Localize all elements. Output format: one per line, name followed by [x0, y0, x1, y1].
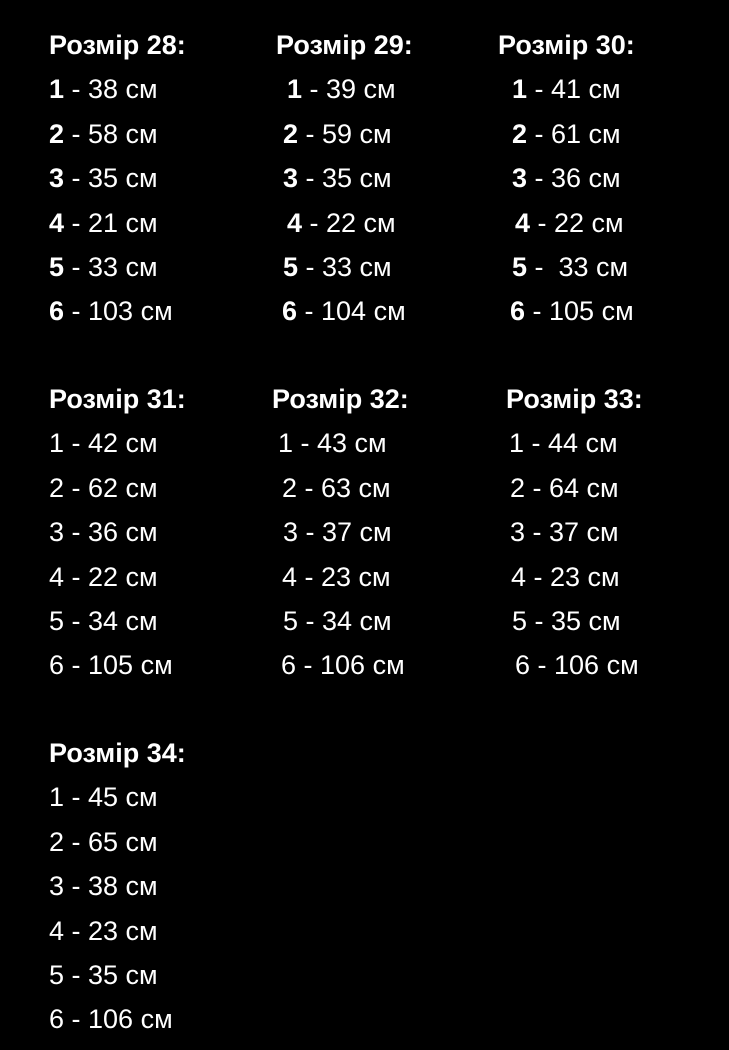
measurement-value: - 39 см — [302, 74, 396, 105]
measurement-number: 3 — [512, 163, 528, 194]
measurement-number: 2 — [512, 118, 528, 149]
measurement-number: 6 — [282, 296, 298, 327]
measurement-row — [498, 252, 635, 282]
measurement-number: 1 — [278, 428, 294, 459]
measurement-number: 4 — [49, 915, 65, 946]
measurement-number: 2 — [49, 118, 65, 149]
size-block-28 — [49, 30, 186, 341]
measurement-row — [272, 428, 409, 458]
measurement-row — [49, 782, 186, 812]
measurement-row — [49, 916, 186, 946]
measurement-number: 3 — [49, 871, 65, 902]
measurement-number: 1 — [509, 428, 525, 459]
measurement-number: 3 — [510, 517, 526, 548]
measurement-value: - 64 см — [525, 472, 619, 503]
measurement-row — [49, 296, 186, 326]
measurement-value: - 22 см — [302, 207, 396, 238]
measurement-row — [506, 606, 643, 636]
measurement-row — [272, 517, 409, 547]
size-title: Розмір 29: — [276, 30, 413, 60]
measurement-row — [49, 119, 186, 149]
measurement-number: 1 — [49, 74, 65, 105]
measurement-number: 6 — [515, 650, 531, 681]
measurement-value: - 35 см — [298, 163, 392, 194]
measurement-value: - 42 см — [64, 428, 158, 459]
measurement-number: 5 — [283, 605, 299, 636]
measurement-number: 6 — [281, 650, 297, 681]
measurement-row — [49, 871, 186, 901]
measurement-value: - 21 см — [64, 207, 158, 238]
measurement-number: 1 — [512, 74, 528, 105]
measurement-row — [272, 562, 409, 592]
size-block-34 — [49, 738, 186, 1049]
measurement-number: 5 — [49, 605, 65, 636]
measurement-row — [49, 473, 186, 503]
measurement-number: 2 — [282, 472, 298, 503]
measurement-value: - 43 см — [293, 428, 387, 459]
measurement-value: - 36 см — [527, 163, 621, 194]
measurement-number: 2 — [49, 826, 65, 857]
measurement-number: 6 — [510, 296, 526, 327]
measurement-row — [276, 163, 413, 193]
measurement-value: - 44 см — [524, 428, 618, 459]
size-block-31 — [49, 384, 186, 695]
measurement-number: 5 — [49, 959, 65, 990]
measurement-row — [49, 562, 186, 592]
measurement-row — [272, 606, 409, 636]
measurement-row — [276, 119, 413, 149]
measurement-value: - 35 см — [64, 959, 158, 990]
measurement-number: 1 — [287, 74, 303, 105]
measurement-row — [272, 473, 409, 503]
measurement-row — [498, 208, 635, 238]
measurement-number: 4 — [49, 207, 65, 238]
measurement-row — [498, 74, 635, 104]
measurement-value: - 59 см — [298, 118, 392, 149]
measurement-value: - 61 см — [527, 118, 621, 149]
measurement-value: - 105 см — [525, 296, 634, 327]
size-title: Розмір 28: — [49, 30, 186, 60]
measurement-value: - 33 см — [64, 251, 158, 282]
measurement-value: - 35 см — [64, 163, 158, 194]
measurement-row — [49, 827, 186, 857]
measurement-value: - 41 см — [527, 74, 621, 105]
measurement-value: - 35 см — [527, 605, 621, 636]
size-title: Розмір 34: — [49, 738, 186, 768]
measurement-number: 1 — [49, 428, 65, 459]
measurement-number: 1 — [49, 782, 65, 813]
size-title: Розмір 30: — [498, 30, 635, 60]
measurement-row — [49, 252, 186, 282]
measurement-value: - 103 см — [64, 296, 173, 327]
measurement-value: - 22 см — [64, 561, 158, 592]
measurement-value: - 106 см — [64, 1004, 173, 1035]
measurement-value: - 36 см — [64, 517, 158, 548]
measurement-row — [49, 1004, 186, 1034]
measurement-row — [506, 517, 643, 547]
measurement-row — [506, 428, 643, 458]
measurement-value: - 106 см — [530, 650, 639, 681]
measurement-row — [272, 650, 409, 680]
size-block-30 — [498, 30, 635, 341]
measurement-row — [49, 208, 186, 238]
measurement-value: - 65 см — [64, 826, 158, 857]
measurement-number: 5 — [512, 251, 528, 282]
measurement-number: 2 — [510, 472, 526, 503]
measurement-value: - 23 см — [297, 561, 391, 592]
size-title: Розмір 32: — [272, 384, 409, 414]
measurement-value: - 34 см — [64, 605, 158, 636]
measurement-number: 5 — [49, 251, 65, 282]
measurement-value: - 23 см — [526, 561, 620, 592]
measurement-value: - 45 см — [64, 782, 158, 813]
measurement-number: 4 — [49, 561, 65, 592]
measurement-value: - 33 см — [527, 251, 629, 282]
measurement-number: 6 — [49, 1004, 65, 1035]
measurement-value: - 38 см — [64, 871, 158, 902]
measurement-number: 4 — [515, 207, 531, 238]
measurement-row — [276, 296, 413, 326]
measurement-value: - 33 см — [298, 251, 392, 282]
measurement-row — [506, 562, 643, 592]
measurement-row — [506, 650, 643, 680]
measurement-row — [498, 119, 635, 149]
measurement-row — [49, 74, 186, 104]
measurement-value: - 104 см — [297, 296, 406, 327]
measurement-number: 6 — [49, 296, 65, 327]
measurement-value: - 37 см — [525, 517, 619, 548]
measurement-number: 4 — [511, 561, 527, 592]
measurement-row — [506, 473, 643, 503]
measurement-value: - 106 см — [296, 650, 405, 681]
measurement-value: - 63 см — [297, 472, 391, 503]
measurement-row — [498, 296, 635, 326]
measurement-row — [49, 606, 186, 636]
measurement-number: 3 — [283, 517, 299, 548]
measurement-value: - 58 см — [64, 118, 158, 149]
size-title: Розмір 33: — [506, 384, 643, 414]
measurement-number: 3 — [49, 163, 65, 194]
measurement-number: 4 — [287, 207, 303, 238]
measurement-row — [498, 163, 635, 193]
measurement-row — [49, 960, 186, 990]
measurement-row — [276, 74, 413, 104]
measurement-value: - 62 см — [64, 472, 158, 503]
measurement-number: 3 — [49, 517, 65, 548]
measurement-value: - 105 см — [64, 650, 173, 681]
measurement-row — [49, 428, 186, 458]
measurement-row — [49, 517, 186, 547]
measurement-value: - 23 см — [64, 915, 158, 946]
measurement-number: 3 — [283, 163, 299, 194]
measurement-row — [49, 163, 186, 193]
measurement-number: 6 — [49, 650, 65, 681]
size-block-33 — [506, 384, 643, 695]
measurement-value: - 37 см — [298, 517, 392, 548]
measurement-value: - 38 см — [64, 74, 158, 105]
measurement-number: 2 — [49, 472, 65, 503]
measurement-value: - 22 см — [530, 207, 624, 238]
measurement-number: 4 — [282, 561, 298, 592]
size-block-32 — [272, 384, 409, 695]
measurement-row — [276, 252, 413, 282]
measurement-number: 5 — [283, 251, 299, 282]
measurement-value: - 34 см — [298, 605, 392, 636]
size-title: Розмір 31: — [49, 384, 186, 414]
size-block-29 — [276, 30, 413, 341]
measurement-number: 5 — [512, 605, 528, 636]
measurement-number: 2 — [283, 118, 299, 149]
measurement-row — [49, 650, 186, 680]
measurement-row — [276, 208, 413, 238]
